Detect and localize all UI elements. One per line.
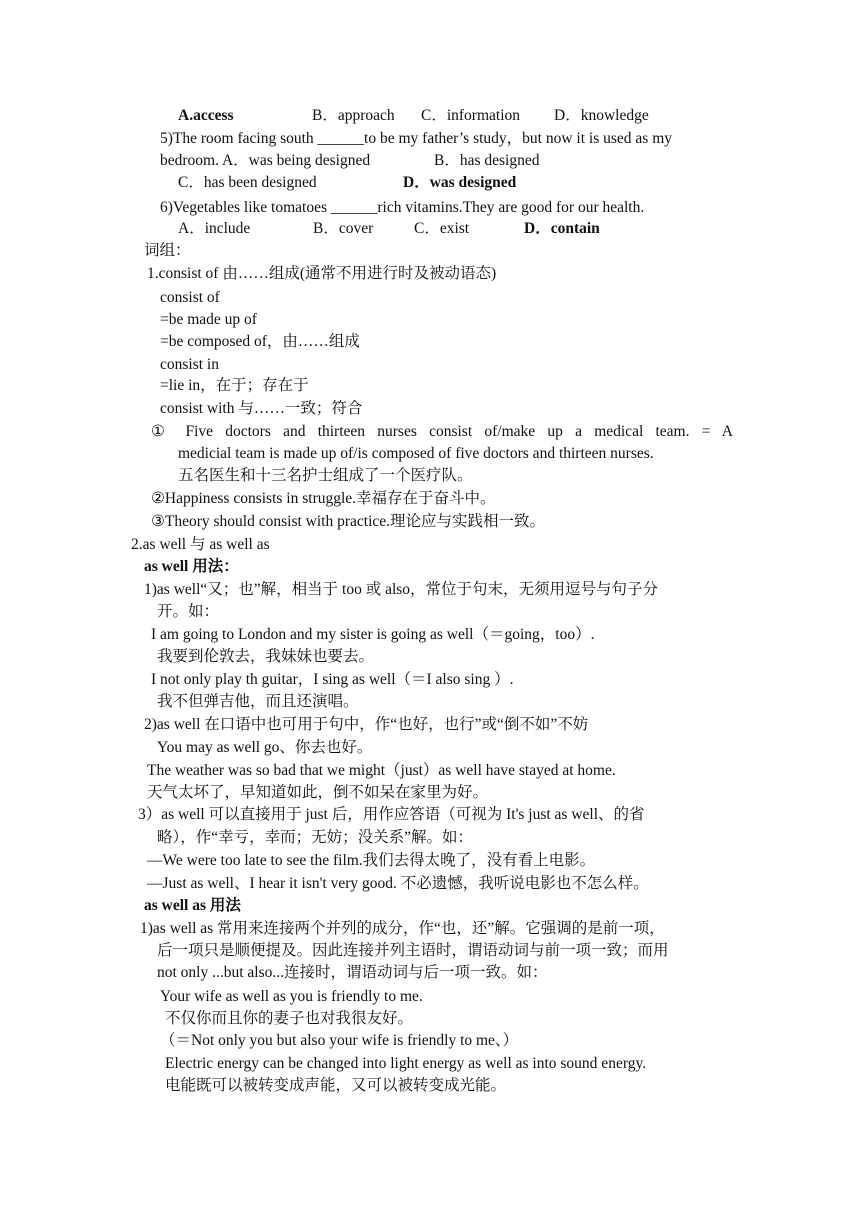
aswellas-point1-line3: not only ...but also...连接时，谓语动词与后一项一致。如： bbox=[157, 964, 548, 981]
aswellas-example2-chinese: 电能既可以被转变成声能，又可以被转变成光能。 bbox=[165, 1077, 507, 1094]
q4-option-d: D．knowledge bbox=[554, 107, 649, 124]
q6-options bbox=[178, 219, 600, 239]
consist-line1: consist of bbox=[160, 289, 220, 306]
q5-option-d: D．was designed bbox=[403, 174, 517, 191]
aswell-point3-line1: 3）as well 可以直接用于 just 后，用作应答语（可视为 It's just as well、的省 bbox=[138, 806, 645, 823]
phrases-heading: 词组： bbox=[144, 242, 191, 259]
q5-option-c: C．has been designed bbox=[178, 174, 317, 191]
aswell-point2-example2: The weather was so bad that we might（just）as well have stayed at home. bbox=[147, 762, 616, 779]
aswell-point1-example2-chinese: 我不但弹吉他，而且还演唱。 bbox=[157, 693, 359, 710]
aswell-title: 2.as well 与 as well as bbox=[131, 536, 270, 553]
q6-option-c: C．exist bbox=[414, 220, 470, 237]
q4-option-a: A.access bbox=[178, 107, 234, 124]
consist-line3: =be composed of，由……组成 bbox=[160, 333, 360, 350]
consist-title: 1.consist of 由……组成(通常不用进行时及被动语态) bbox=[147, 265, 497, 282]
q5-stem-line2 bbox=[160, 151, 539, 171]
aswell-point1-line1: 1)as well“又；也”解，相当于 too 或 also，常位于句末，无须用逗号与句子分 bbox=[144, 581, 659, 598]
aswell-point1-line2: 开。如： bbox=[157, 603, 220, 620]
q5-stem-line1: 5)The room facing south ______to be my father’s study，but now it is used as my bbox=[160, 130, 673, 147]
q5-option-a: bedroom. A．was being designed bbox=[160, 152, 371, 169]
aswell-point3-example2: —Just as well、I hear it isn't very good. 不必遗憾，我听说电影也不怎么样。 bbox=[147, 875, 649, 892]
consist-line2: =be made up of bbox=[160, 311, 257, 328]
aswellas-example1-note: （＝Not only you but also your wife is friendly to me、） bbox=[160, 1032, 519, 1049]
q6-option-d: D．contain bbox=[524, 220, 600, 237]
q4-options bbox=[178, 106, 649, 126]
aswellas-example2: Electric energy can be changed into light energy as well as into sound energy. bbox=[165, 1055, 647, 1072]
q4-option-b: B．approach bbox=[312, 107, 395, 124]
consist-example1-chinese: 五名医生和十三名护士组成了一个医疗队。 bbox=[178, 467, 473, 484]
aswell-point1-example1-chinese: 我要到伦敦去，我妹妹也要去。 bbox=[157, 648, 375, 665]
aswellas-example1-chinese: 不仅你而且你的妻子也对我很友好。 bbox=[165, 1010, 414, 1027]
aswell-point1-example1: I am going to London and my sister is going as well（＝going，too）. bbox=[151, 626, 595, 643]
q5-options-cd bbox=[178, 173, 516, 193]
consist-example1-line1: ① Five doctors and thirteen nurses consist of/make up a medical team. = A bbox=[151, 423, 733, 440]
aswellas-point1-line1: 1)as well as 常用来连接两个并列的成分，作“也，还”解。它强调的是前一项， bbox=[140, 920, 665, 937]
aswell-point1-example2: I not only play th guitar，I sing as well（＝I also sing ）. bbox=[151, 671, 514, 688]
aswell-point2-example2-chinese: 天气太坏了，早知道如此，倒不如呆在家里为好。 bbox=[147, 784, 489, 801]
aswellas-example1: Your wife as well as you is friendly to me. bbox=[160, 988, 423, 1005]
consist-example1-line2: medicial team is made up of/is composed of five doctors and thirteen nurses. bbox=[178, 445, 654, 462]
consist-example2: ②Happiness consists in struggle.幸福存在于奋斗中。 bbox=[151, 490, 496, 507]
aswell-usage-heading: as well 用法： bbox=[144, 558, 239, 575]
aswell-point3-line2: 略），作“幸亏，幸而；无妨；没关系”解。如： bbox=[157, 829, 474, 846]
q6-stem: 6)Vegetables like tomatoes ______rich vitamins.They are good for our health. bbox=[160, 199, 645, 216]
aswell-point2-example1: You may as well go、你去也好。 bbox=[157, 739, 373, 756]
aswell-point3-example1: —We were too late to see the film.我们去得太晚了，没有看上电影。 bbox=[147, 852, 596, 869]
q6-option-a: A．include bbox=[178, 220, 251, 237]
consist-line4: consist in bbox=[160, 356, 219, 373]
consist-line6: consist with 与……一致；符合 bbox=[160, 400, 363, 417]
q4-option-c: C．information bbox=[421, 107, 521, 124]
aswellas-usage-heading: as well as 用法 bbox=[144, 897, 241, 914]
consist-example3: ③Theory should consist with practice.理论应与实践相一致。 bbox=[151, 513, 546, 530]
q5-option-b: B．has designed bbox=[434, 152, 540, 169]
consist-line5: =lie in，在于；存在于 bbox=[160, 377, 309, 394]
aswellas-point1-line2: 后一项只是顺便提及。因此连接并列主语时，谓语动词与前一项一致；而用 bbox=[157, 942, 669, 959]
aswell-point2: 2)as well 在口语中也可用于句中，作“也好，也行”或“倒不如”不妨 bbox=[144, 716, 589, 733]
q6-option-b: B．cover bbox=[313, 220, 374, 237]
